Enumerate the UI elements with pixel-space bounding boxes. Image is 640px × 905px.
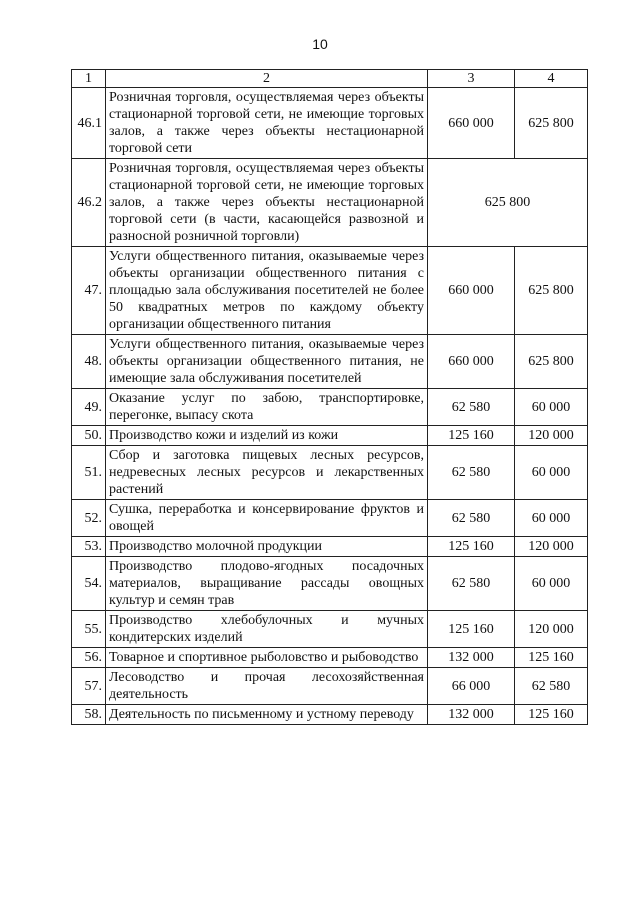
- table-row: [72, 648, 588, 668]
- row-number: 46.2: [72, 159, 106, 247]
- value-col3: 125 160: [428, 537, 515, 557]
- row-number: 57.: [72, 668, 106, 705]
- value-col4: 62 580: [515, 668, 588, 705]
- activity-description: Лесоводство и прочая лесохозяйственная деятельность: [106, 668, 428, 705]
- value-col3: 660 000: [428, 335, 515, 389]
- header-cell-1: 1: [72, 70, 106, 88]
- value-col4: 625 800: [515, 88, 588, 159]
- table-row: [72, 426, 588, 446]
- row-number: 46.1: [72, 88, 106, 159]
- value-col3: 62 580: [428, 389, 515, 426]
- activity-description: Сбор и заготовка пищевых лесных ресурсов, недревесных лесных ресурсов и лекарственных растений: [106, 446, 428, 500]
- row-number: 53.: [72, 537, 106, 557]
- value-col3: 66 000: [428, 668, 515, 705]
- activity-description: Производство молочной продукции: [106, 537, 428, 557]
- row-number: 49.: [72, 389, 106, 426]
- activity-description: Производство кожи и изделий из кожи: [106, 426, 428, 446]
- value-col4: 125 160: [515, 648, 588, 668]
- row-number: 50.: [72, 426, 106, 446]
- activity-description: Розничная торговля, осуществляемая через объекты стационарной торговой сети, не имеющие торговых залов, а также через объекты нестационарной торговой сети (в части, касающейся развозной и разносной розничной торговли): [106, 159, 428, 247]
- activity-description: Розничная торговля, осуществляемая через объекты стационарной торговой сети, не имеющие торговых залов, а также через объекты нестационарной торговой сети: [106, 88, 428, 159]
- header-cell-4: 4: [515, 70, 588, 88]
- row-number: 47.: [72, 247, 106, 335]
- value-col4: 125 160: [515, 705, 588, 725]
- activity-description: Услуги общественного питания, оказываемые через объекты организации общественного питания с площадью зала обслуживания посетителей не более 50 квадратных метров по каждому объекту организации общественного питания: [106, 247, 428, 335]
- row-number: 48.: [72, 335, 106, 389]
- row-number: 56.: [72, 648, 106, 668]
- value-col3: 62 580: [428, 446, 515, 500]
- table-body: [72, 70, 588, 725]
- table-row: [72, 668, 588, 705]
- table-header-row: [72, 70, 588, 88]
- value-col3: 62 580: [428, 500, 515, 537]
- value-col4: 625 800: [515, 247, 588, 335]
- value-col4: 60 000: [515, 446, 588, 500]
- table-row: [72, 611, 588, 648]
- value-col3: 125 160: [428, 426, 515, 446]
- value-col4: 60 000: [515, 389, 588, 426]
- header-cell-3: 3: [428, 70, 515, 88]
- activity-description: Товарное и спортивное рыболовство и рыбоводство: [106, 648, 428, 668]
- value-col3: 132 000: [428, 705, 515, 725]
- value-col4: 120 000: [515, 426, 588, 446]
- activity-description: Сушка, переработка и консервирование фруктов и овощей: [106, 500, 428, 537]
- table-row: [72, 537, 588, 557]
- activity-description: Оказание услуг по забою, транспортировке, перегонке, выпасу скота: [106, 389, 428, 426]
- table-row: [72, 446, 588, 500]
- table-row: [72, 557, 588, 611]
- activity-description: Деятельность по письменному и устному переводу: [106, 705, 428, 725]
- table-row: [72, 247, 588, 335]
- value-col4: 60 000: [515, 500, 588, 537]
- value-col3: 125 160: [428, 611, 515, 648]
- activity-description: Услуги общественного питания, оказываемые через объекты организации общественного питания, не имеющие зала обслуживания посетителей: [106, 335, 428, 389]
- row-number: 54.: [72, 557, 106, 611]
- value-col3: 62 580: [428, 557, 515, 611]
- value-col3: 660 000: [428, 247, 515, 335]
- row-number: 51.: [72, 446, 106, 500]
- table-row: [72, 500, 588, 537]
- value-col3: 660 000: [428, 88, 515, 159]
- table-row: [72, 705, 588, 725]
- activity-description: Производство плодово-ягодных посадочных материалов, выращивание рассады овощных культур и семян трав: [106, 557, 428, 611]
- table-row: [72, 159, 588, 247]
- row-number: 52.: [72, 500, 106, 537]
- activity-description: Производство хлебобулочных и мучных кондитерских изделий: [106, 611, 428, 648]
- tariff-table: [71, 69, 588, 725]
- table-row: [72, 88, 588, 159]
- table-row: [72, 389, 588, 426]
- value-col3: 132 000: [428, 648, 515, 668]
- value-merged: 625 800: [428, 159, 588, 247]
- row-number: 58.: [72, 705, 106, 725]
- table-row: [72, 335, 588, 389]
- value-col4: 625 800: [515, 335, 588, 389]
- page-number: 10: [312, 36, 328, 52]
- value-col4: 120 000: [515, 611, 588, 648]
- value-col4: 60 000: [515, 557, 588, 611]
- value-col4: 120 000: [515, 537, 588, 557]
- header-cell-2: 2: [106, 70, 428, 88]
- row-number: 55.: [72, 611, 106, 648]
